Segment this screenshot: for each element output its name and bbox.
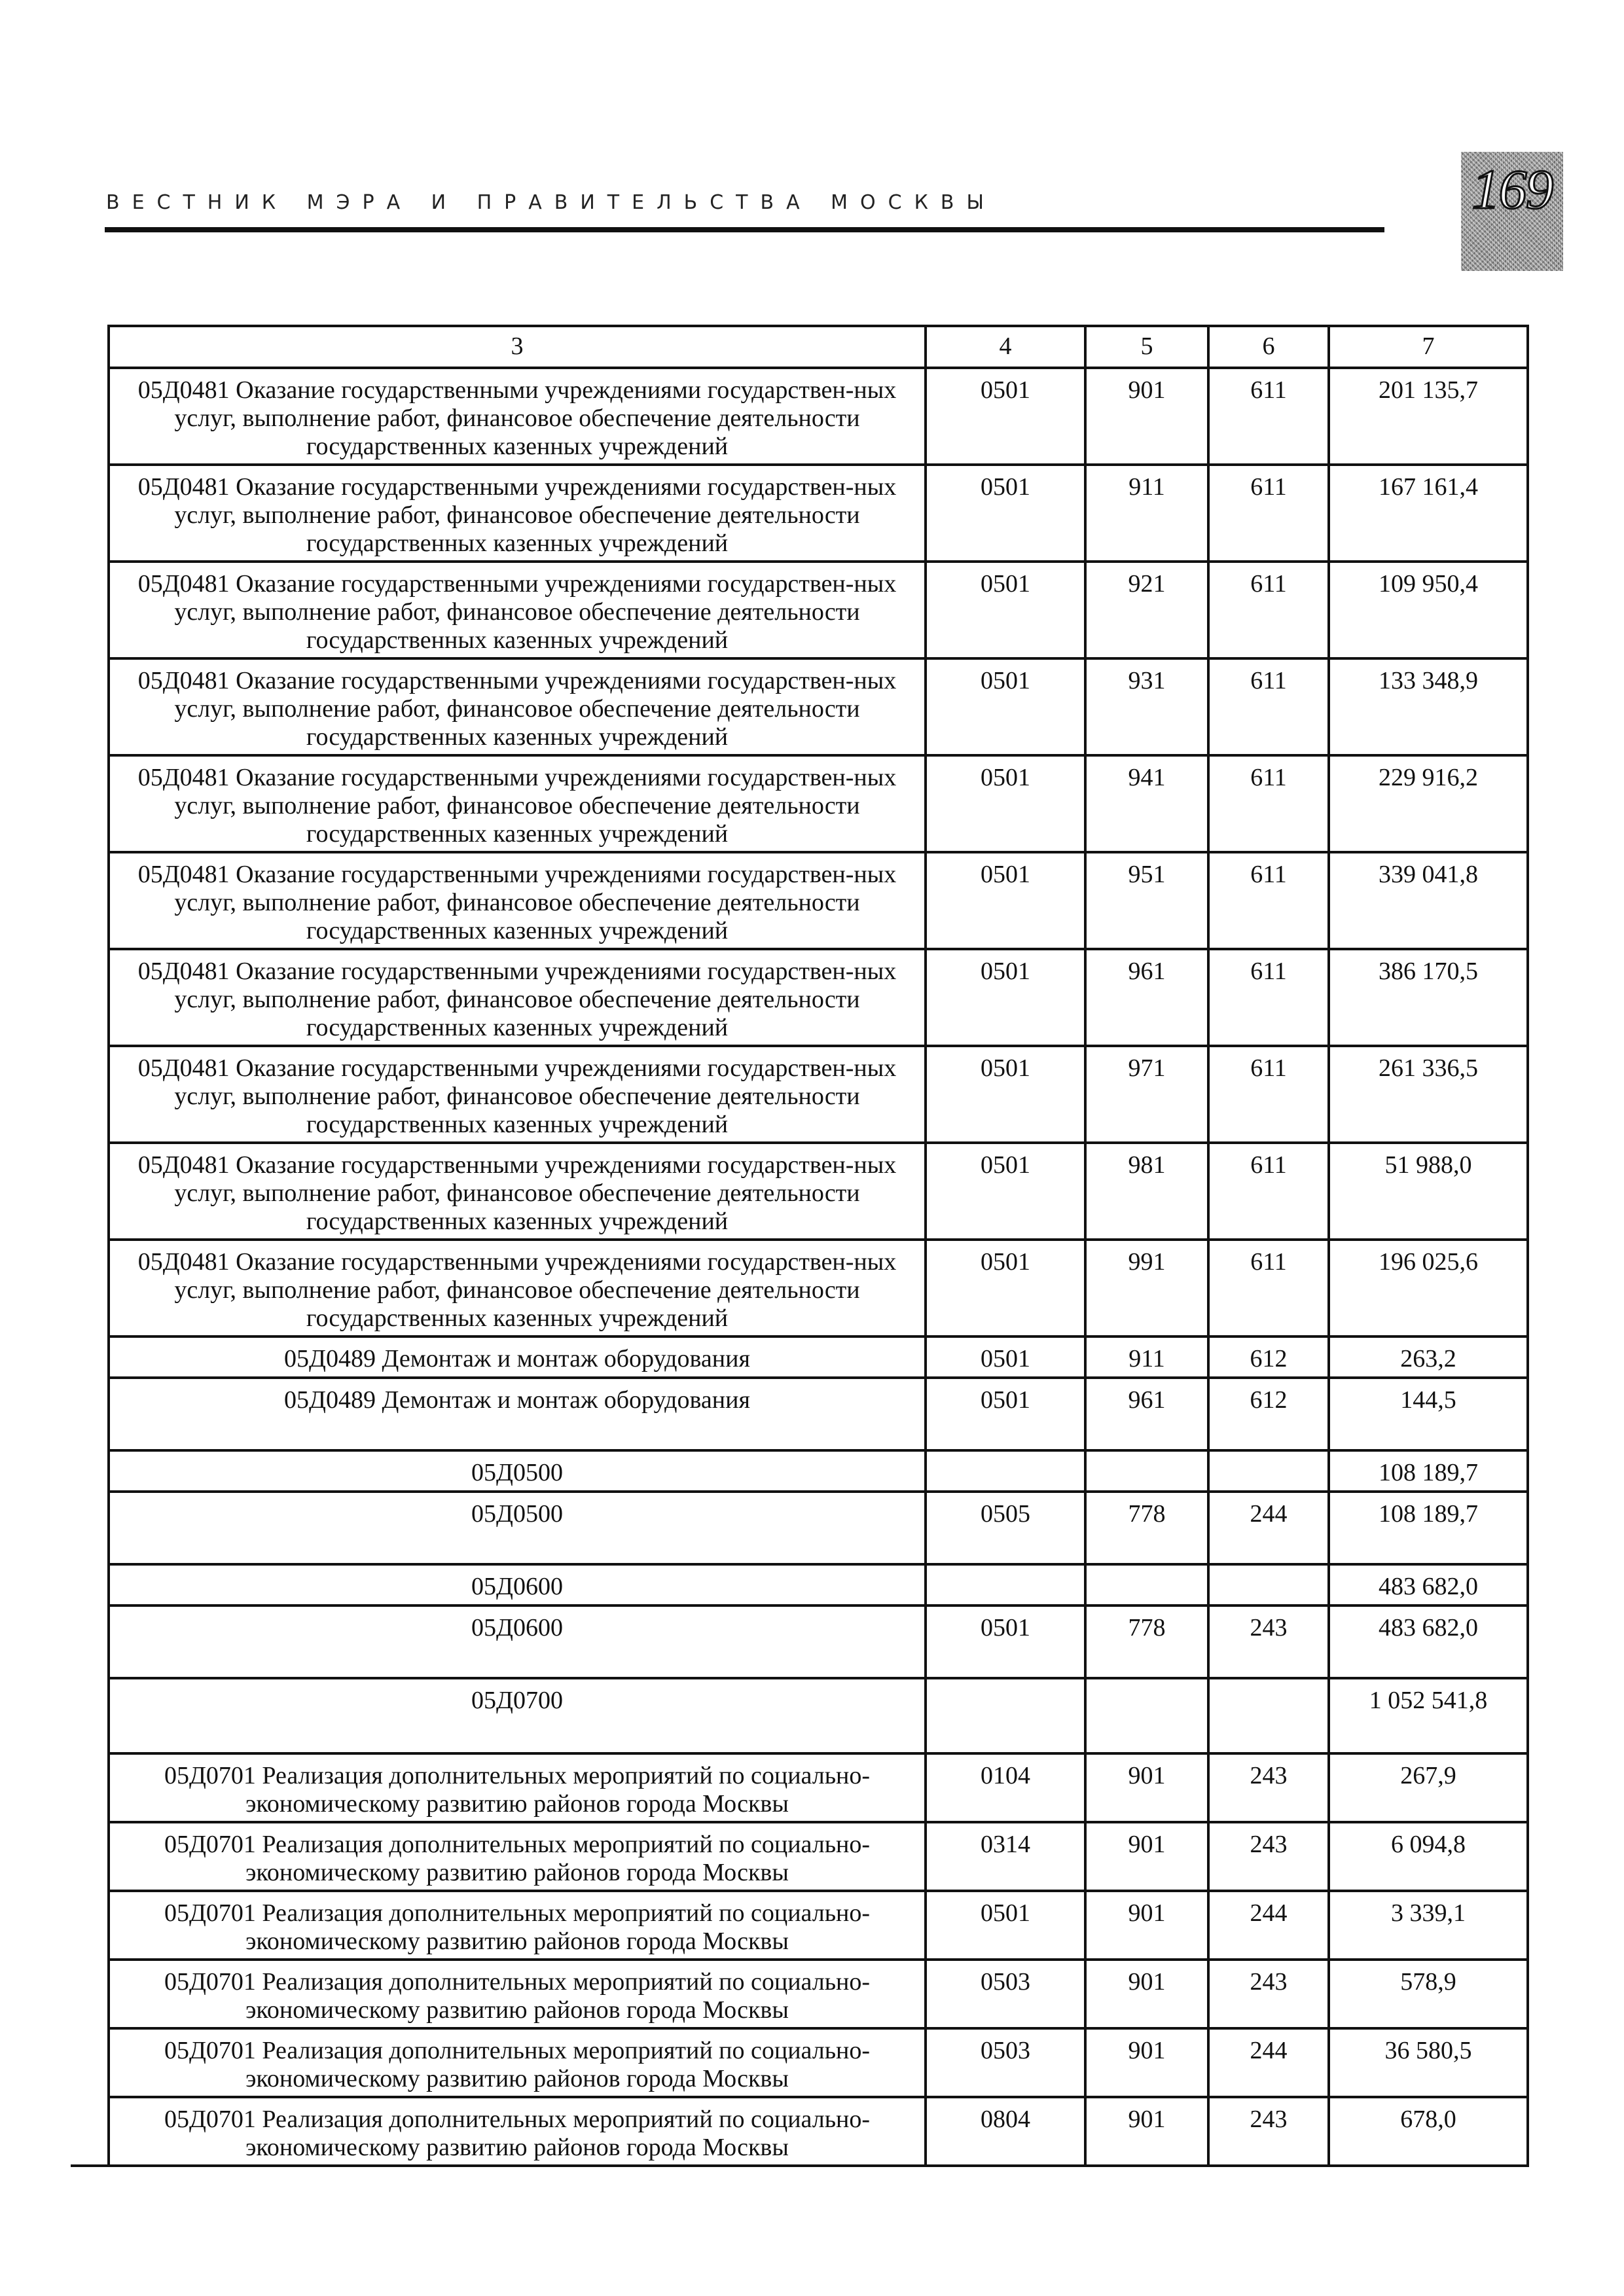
- left-margin-cell: [71, 852, 109, 949]
- row-section-code: 0501: [926, 1240, 1085, 1336]
- left-margin-cell: [71, 755, 109, 852]
- row-expense-type: 243: [1208, 1822, 1329, 1891]
- table-row: [71, 1492, 1528, 1564]
- table-row: [71, 658, 1528, 755]
- left-margin-cell: [71, 1753, 109, 1822]
- row-description: 05Д0500: [109, 1450, 926, 1492]
- row-section-code: [926, 1450, 1085, 1492]
- row-description: 05Д0481 Оказание государственными учреждениями государствен-ных услуг, выполнение работ, финансовое обеспечение деятельности государственных казенных учреждений: [109, 1240, 926, 1336]
- left-margin-cell: [71, 2028, 109, 2097]
- table-row: [71, 1960, 1528, 2028]
- row-section-code: 0501: [926, 1143, 1085, 1240]
- table-row: [71, 1822, 1528, 1891]
- row-description: 05Д0481 Оказание государственными учреждениями государствен-ных услуг, выполнение работ, финансовое обеспечение деятельности государственных казенных учреждений: [109, 465, 926, 562]
- table-row: [71, 1378, 1528, 1450]
- row-department-code: 901: [1085, 368, 1208, 465]
- row-expense-type: 244: [1208, 1891, 1329, 1960]
- row-section-code: 0501: [926, 1605, 1085, 1678]
- left-margin-cell: [71, 1960, 109, 2028]
- left-margin-cell: [71, 1492, 109, 1564]
- row-section-code: [926, 1678, 1085, 1753]
- column-header-6: 6: [1208, 326, 1329, 368]
- row-department-code: 901: [1085, 1891, 1208, 1960]
- row-amount: 339 041,8: [1329, 852, 1528, 949]
- row-section-code: 0505: [926, 1492, 1085, 1564]
- row-expense-type: 611: [1208, 852, 1329, 949]
- table-row: [71, 1753, 1528, 1822]
- row-amount: 108 189,7: [1329, 1450, 1528, 1492]
- row-department-code: 901: [1085, 1960, 1208, 2028]
- row-description: 05Д0481 Оказание государственными учреждениями государствен-ных услуг, выполнение работ, финансовое обеспечение деятельности государственных казенных учреждений: [109, 658, 926, 755]
- column-header-7: 7: [1329, 326, 1528, 368]
- row-section-code: 0501: [926, 1046, 1085, 1143]
- row-expense-type: 612: [1208, 1336, 1329, 1378]
- row-expense-type: 244: [1208, 1492, 1329, 1564]
- left-margin-cell: [71, 1678, 109, 1753]
- table-row: [71, 1678, 1528, 1753]
- row-section-code: 0501: [926, 368, 1085, 465]
- row-description: 05Д0481 Оказание государственными учреждениями государствен-ных услуг, выполнение работ, финансовое обеспечение деятельности государственных казенных учреждений: [109, 852, 926, 949]
- row-description: 05Д0701 Реализация дополнительных мероприятий по социально-экономическому развитию районов города Москвы: [109, 2097, 926, 2166]
- row-department-code: 951: [1085, 852, 1208, 949]
- left-margin-cell: [71, 326, 109, 368]
- row-description: 05Д0701 Реализация дополнительных мероприятий по социально-экономическому развитию районов города Москвы: [109, 1960, 926, 2028]
- row-department-code: [1085, 1450, 1208, 1492]
- left-margin-cell: [71, 1240, 109, 1336]
- row-description: 05Д0700: [109, 1678, 926, 1753]
- row-section-code: 0314: [926, 1822, 1085, 1891]
- row-amount: 1 052 541,8: [1329, 1678, 1528, 1753]
- journal-title: ВЕСТНИК МЭРА И ПРАВИТЕЛЬСТВА МОСКВЫ: [106, 191, 996, 214]
- row-expense-type: 243: [1208, 1605, 1329, 1678]
- row-department-code: 931: [1085, 658, 1208, 755]
- row-description: 05Д0481 Оказание государственными учреждениями государствен-ных услуг, выполнение работ, финансовое обеспечение деятельности государственных казенных учреждений: [109, 368, 926, 465]
- row-department-code: 911: [1085, 1336, 1208, 1378]
- row-expense-type: 611: [1208, 1143, 1329, 1240]
- row-expense-type: 612: [1208, 1378, 1329, 1450]
- row-expense-type: 611: [1208, 368, 1329, 465]
- table-row: [71, 1891, 1528, 1960]
- row-description: 05Д0481 Оказание государственными учреждениями государствен-ных услуг, выполнение работ, финансовое обеспечение деятельности государственных казенных учреждений: [109, 755, 926, 852]
- table-row: [71, 562, 1528, 658]
- left-margin-cell: [71, 658, 109, 755]
- page-number-badge: [1461, 152, 1563, 271]
- row-amount: 483 682,0: [1329, 1605, 1528, 1678]
- row-department-code: 981: [1085, 1143, 1208, 1240]
- left-margin-cell: [71, 2097, 109, 2166]
- row-amount: 36 580,5: [1329, 2028, 1528, 2097]
- row-department-code: 778: [1085, 1605, 1208, 1678]
- row-amount: 167 161,4: [1329, 465, 1528, 562]
- table-row: [71, 2097, 1528, 2166]
- row-description: 05Д0489 Демонтаж и монтаж оборудования: [109, 1336, 926, 1378]
- header-rule: [105, 227, 1384, 232]
- row-description: 05Д0489 Демонтаж и монтаж оборудования: [109, 1378, 926, 1450]
- row-section-code: 0501: [926, 465, 1085, 562]
- row-department-code: 971: [1085, 1046, 1208, 1143]
- row-department-code: 961: [1085, 949, 1208, 1046]
- row-expense-type: 611: [1208, 949, 1329, 1046]
- row-section-code: 0501: [926, 852, 1085, 949]
- row-department-code: 911: [1085, 465, 1208, 562]
- row-department-code: 941: [1085, 755, 1208, 852]
- row-department-code: 901: [1085, 2097, 1208, 2166]
- row-expense-type: 243: [1208, 1753, 1329, 1822]
- row-description: 05Д0600: [109, 1564, 926, 1605]
- page-number: 169: [1471, 158, 1553, 221]
- row-amount: 51 988,0: [1329, 1143, 1528, 1240]
- row-expense-type: 244: [1208, 2028, 1329, 2097]
- row-amount: 386 170,5: [1329, 949, 1528, 1046]
- row-department-code: [1085, 1678, 1208, 1753]
- row-department-code: 901: [1085, 1753, 1208, 1822]
- table-row: [71, 755, 1528, 852]
- left-margin-cell: [71, 1046, 109, 1143]
- row-amount: 483 682,0: [1329, 1564, 1528, 1605]
- budget-table: [71, 325, 1529, 2167]
- row-expense-type: 611: [1208, 562, 1329, 658]
- row-description: 05Д0481 Оказание государственными учреждениями государствен-ных услуг, выполнение работ, финансовое обеспечение деятельности государственных казенных учреждений: [109, 1046, 926, 1143]
- left-margin-cell: [71, 1564, 109, 1605]
- row-department-code: 901: [1085, 2028, 1208, 2097]
- row-expense-type: [1208, 1678, 1329, 1753]
- row-amount: 144,5: [1329, 1378, 1528, 1450]
- row-amount: 201 135,7: [1329, 368, 1528, 465]
- row-section-code: 0501: [926, 1336, 1085, 1378]
- row-description: 05Д0600: [109, 1605, 926, 1678]
- row-expense-type: 243: [1208, 1960, 1329, 2028]
- row-expense-type: 611: [1208, 465, 1329, 562]
- row-department-code: 991: [1085, 1240, 1208, 1336]
- table-row: [71, 465, 1528, 562]
- row-department-code: [1085, 1564, 1208, 1605]
- table-header-row: [71, 326, 1528, 368]
- row-amount: 196 025,6: [1329, 1240, 1528, 1336]
- row-section-code: 0501: [926, 562, 1085, 658]
- table-row: [71, 2028, 1528, 2097]
- row-section-code: 0501: [926, 1378, 1085, 1450]
- row-description: 05Д0701 Реализация дополнительных мероприятий по социально-экономическому развитию районов города Москвы: [109, 1822, 926, 1891]
- left-margin-cell: [71, 368, 109, 465]
- row-description: 05Д0481 Оказание государственными учреждениями государствен-ных услуг, выполнение работ, финансовое обеспечение деятельности государственных казенных учреждений: [109, 1143, 926, 1240]
- table-row: [71, 1336, 1528, 1378]
- row-expense-type: 611: [1208, 658, 1329, 755]
- table-row: [71, 1240, 1528, 1336]
- column-header-5: 5: [1085, 326, 1208, 368]
- row-description: 05Д0701 Реализация дополнительных мероприятий по социально-экономическому развитию районов города Москвы: [109, 1891, 926, 1960]
- row-amount: 678,0: [1329, 2097, 1528, 2166]
- row-section-code: 0501: [926, 755, 1085, 852]
- row-amount: 6 094,8: [1329, 1822, 1528, 1891]
- row-department-code: 778: [1085, 1492, 1208, 1564]
- row-amount: 267,9: [1329, 1753, 1528, 1822]
- row-expense-type: 611: [1208, 1240, 1329, 1336]
- table-row: [71, 1605, 1528, 1678]
- row-amount: 3 339,1: [1329, 1891, 1528, 1960]
- table-row: [71, 1046, 1528, 1143]
- column-header-4: 4: [926, 326, 1085, 368]
- table-row: [71, 852, 1528, 949]
- table-row: [71, 368, 1528, 465]
- left-margin-cell: [71, 1891, 109, 1960]
- column-header-3: 3: [109, 326, 926, 368]
- row-expense-type: 611: [1208, 1046, 1329, 1143]
- row-description: 05Д0500: [109, 1492, 926, 1564]
- row-expense-type: 611: [1208, 755, 1329, 852]
- row-section-code: 0503: [926, 1960, 1085, 2028]
- row-section-code: 0804: [926, 2097, 1085, 2166]
- row-section-code: 0501: [926, 658, 1085, 755]
- table-row: [71, 1564, 1528, 1605]
- row-description: 05Д0701 Реализация дополнительных мероприятий по социально-экономическому развитию районов города Москвы: [109, 2028, 926, 2097]
- row-section-code: 0503: [926, 2028, 1085, 2097]
- row-expense-type: [1208, 1450, 1329, 1492]
- row-amount: 261 336,5: [1329, 1046, 1528, 1143]
- table-row: [71, 1450, 1528, 1492]
- row-section-code: 0501: [926, 1891, 1085, 1960]
- row-amount: 263,2: [1329, 1336, 1528, 1378]
- table-row: [71, 949, 1528, 1046]
- row-amount: 578,9: [1329, 1960, 1528, 2028]
- left-margin-cell: [71, 1336, 109, 1378]
- table-row: [71, 1143, 1528, 1240]
- row-section-code: [926, 1564, 1085, 1605]
- row-amount: 229 916,2: [1329, 755, 1528, 852]
- row-department-code: 901: [1085, 1822, 1208, 1891]
- row-description: 05Д0701 Реализация дополнительных мероприятий по социально-экономическому развитию районов города Москвы: [109, 1753, 926, 1822]
- row-amount: 108 189,7: [1329, 1492, 1528, 1564]
- row-department-code: 961: [1085, 1378, 1208, 1450]
- row-amount: 133 348,9: [1329, 658, 1528, 755]
- left-margin-cell: [71, 465, 109, 562]
- row-description: 05Д0481 Оказание государственными учреждениями государствен-ных услуг, выполнение работ, финансовое обеспечение деятельности государственных казенных учреждений: [109, 949, 926, 1046]
- row-section-code: 0501: [926, 949, 1085, 1046]
- row-expense-type: [1208, 1564, 1329, 1605]
- left-margin-cell: [71, 562, 109, 658]
- left-margin-cell: [71, 1378, 109, 1450]
- row-description: 05Д0481 Оказание государственными учреждениями государствен-ных услуг, выполнение работ, финансовое обеспечение деятельности государственных казенных учреждений: [109, 562, 926, 658]
- row-expense-type: 243: [1208, 2097, 1329, 2166]
- left-margin-cell: [71, 1450, 109, 1492]
- left-margin-cell: [71, 1605, 109, 1678]
- left-margin-cell: [71, 949, 109, 1046]
- left-margin-cell: [71, 1822, 109, 1891]
- row-amount: 109 950,4: [1329, 562, 1528, 658]
- left-margin-cell: [71, 1143, 109, 1240]
- row-department-code: 921: [1085, 562, 1208, 658]
- row-section-code: 0104: [926, 1753, 1085, 1822]
